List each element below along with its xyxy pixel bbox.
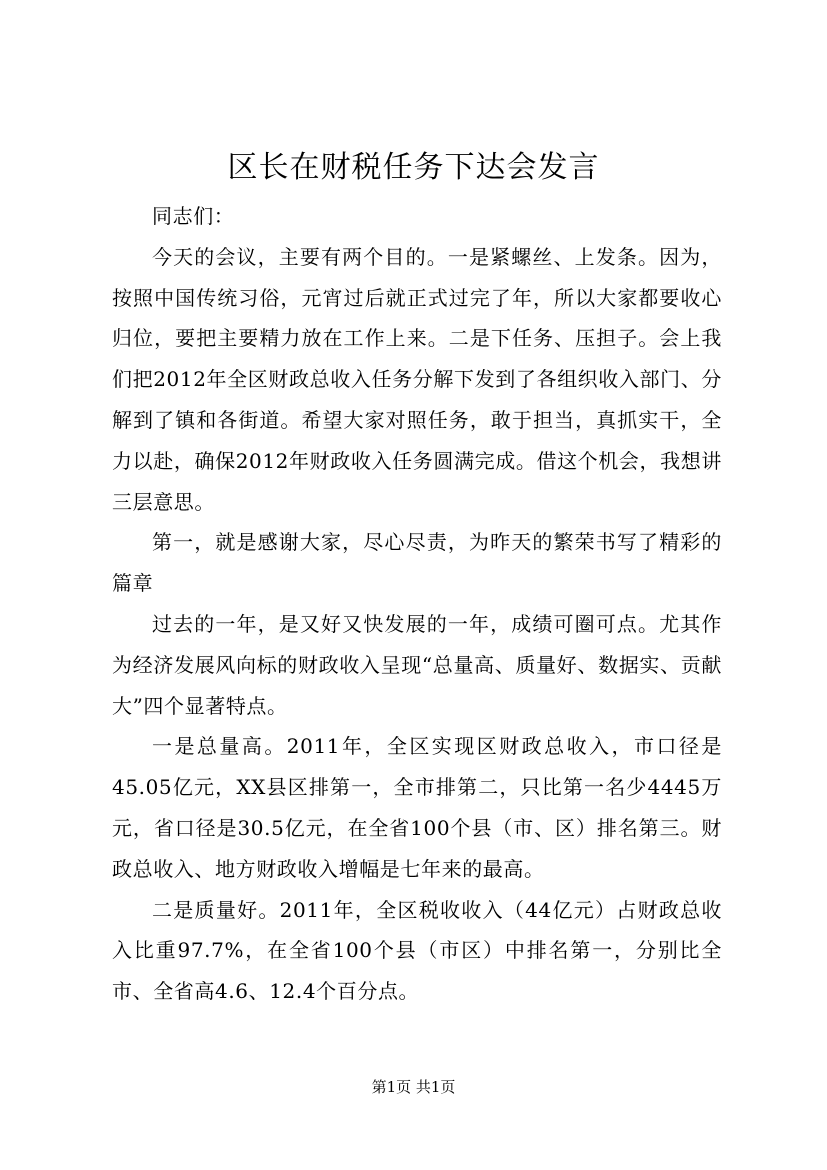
- document-title: 区长在财税任务下达会发言: [227, 150, 600, 185]
- section-one-heading: 第一，就是感谢大家，尽心尽责，为昨天的繁荣书写了精彩的篇章: [112, 530, 722, 596]
- intro-paragraph: 今天的会议，主要有两个目的。一是紧螺丝、上发条。因为，按照中国传统习俗，元宵过后就正式过完了年，所以大家都要收心归位，要把主要精力放在工作上来。二是下任务、压担子。会上我们把2012年全区财政总收入任务分解下发到了各组织收入部门、分解到了镇和各街道。希望大家对照任务，敢于担当，真抓实干，全力以赴，确保2012年财政收入任务圆满完成。借这个机会，我想讲三层意思。: [112, 244, 722, 514]
- page-number: 第1页 共1页: [371, 1078, 456, 1096]
- page-footer: [0, 1077, 827, 1097]
- document-body: [112, 196, 722, 1012]
- quality-paragraph: 二是质量好。2011年，全区税收收入（44亿元）占财政总收入比重97.7%，在全省100个县（市区）中排名第一，分别比全市、全省高4.6、12.4个百分点。: [112, 897, 722, 1004]
- total-volume-paragraph: 一是总量高。2011年，全区实现区财政总收入，市口径是45.05亿元，XX县区排第一，全市排第二，只比第一名少4445万元，省口径是30.5亿元，在全省100个县（市、区）排名第三。财政总收入、地方财政收入增幅是七年来的最高。: [112, 734, 722, 881]
- review-paragraph: 过去的一年，是又好又快发展的一年，成绩可圈可点。尤其作为经济发展风向标的财政收入呈现“总量高、质量好、数据实、贡献大”四个显著特点。: [112, 611, 722, 718]
- salutation-paragraph: 同志们：: [152, 204, 235, 228]
